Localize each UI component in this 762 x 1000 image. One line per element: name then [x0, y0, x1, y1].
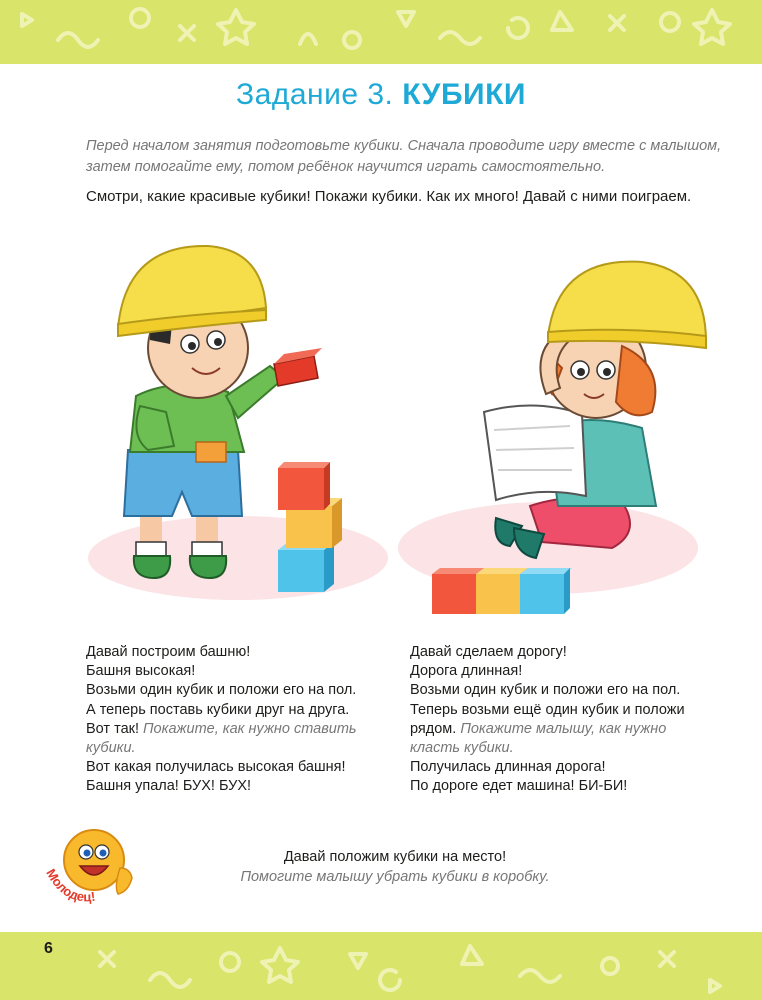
closing-message — [200, 847, 590, 887]
text-line-with-note — [410, 720, 730, 739]
cube-tower — [278, 462, 342, 592]
text-line: Получилась длинная дорога! — [410, 759, 606, 776]
text-line: Вот какая получилась высокая башня! — [86, 759, 346, 776]
text-line: Башня упала! БУХ! БУХ! — [86, 778, 252, 795]
text-line: Теперь возьми ещё один кубик и положи — [410, 701, 685, 718]
text-line: По дороге едет машина! БИ-БИ! — [410, 778, 628, 795]
cube-road — [432, 568, 572, 614]
text-line-with-note — [86, 720, 406, 739]
top-decor-band — [0, 0, 762, 64]
intro-note: Перед началом занятия подготовьте кубики. Сначала проводите игру вместе с малышом, затем помогайте ему, потом ребёнок научится играть самостоятельно. — [86, 138, 722, 175]
page-number: 6 — [44, 940, 53, 957]
closing-line: Давай положим кубики на место! — [283, 849, 507, 865]
text-line: Вот так! — [86, 720, 140, 737]
text-line: А теперь поставь кубики друг на друга. — [86, 701, 350, 718]
tower-instructions — [86, 643, 406, 797]
closing-note: Помогите малышу убрать кубики в коробку. — [240, 869, 550, 885]
band-pattern-top — [0, 0, 762, 64]
illustration-area — [0, 236, 762, 626]
lead-text: Смотри, какие красивые кубики! Покажи кубики. Как их много! Давай с ними поиграем. — [86, 188, 692, 205]
page-title — [0, 78, 762, 112]
text-line: Возьми один кубик и положи его на пол. — [410, 682, 681, 699]
band-pattern-bottom — [0, 932, 762, 1000]
well-done-smiley-badge — [38, 824, 150, 916]
girl-with-road-illustration — [398, 262, 706, 614]
text-line: рядом. — [410, 720, 457, 737]
parent-note: кубики. — [86, 740, 136, 757]
road-instructions — [410, 643, 730, 797]
text-line: Башня высокая! — [86, 663, 196, 680]
parent-note: Покажите малышу, как нужно — [460, 720, 667, 737]
text-line: Давай построим башню! — [86, 644, 251, 660]
title-task-number: Задание 3. — [236, 78, 394, 111]
badge-label: Молодец! — [43, 866, 97, 905]
boy-with-tower-illustration — [88, 246, 388, 600]
text-line: Дорога длинная! — [410, 663, 523, 680]
text-line: Возьми один кубик и положи его на пол. — [86, 682, 357, 699]
parent-note: класть кубики. — [410, 740, 514, 757]
title-task-name: КУБИКИ — [402, 78, 526, 111]
parent-note: Покажите, как нужно ставить — [143, 720, 357, 737]
text-line: Давай сделаем дорогу! — [410, 644, 567, 660]
bottom-decor-band — [0, 932, 762, 1000]
